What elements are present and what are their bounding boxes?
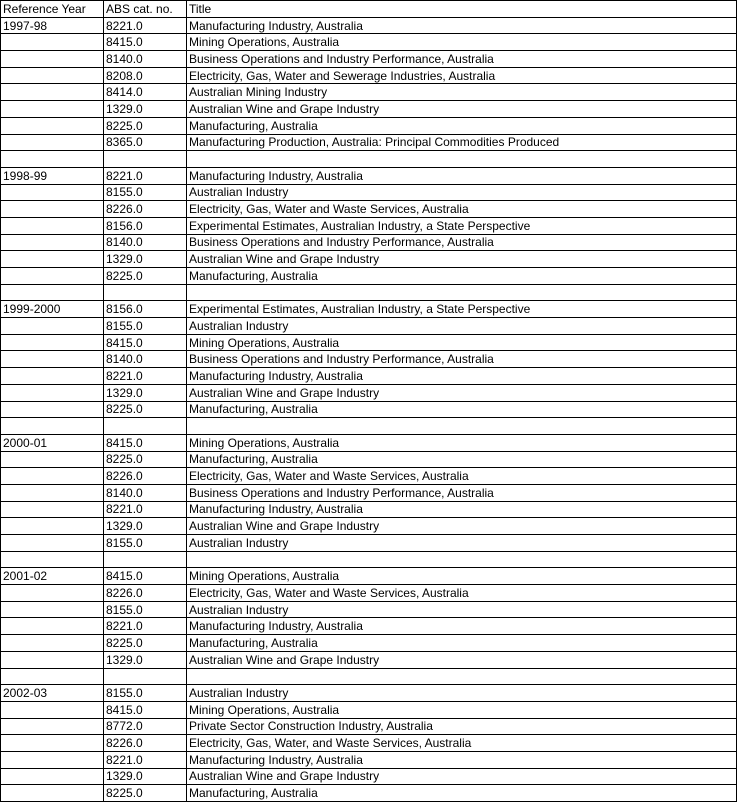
cat-no-cell: 8155.0	[104, 318, 187, 335]
cat-no-cell: 8156.0	[104, 301, 187, 318]
table-row	[1, 535, 737, 552]
table-row	[1, 167, 737, 184]
title-cell: Manufacturing, Australia	[187, 635, 737, 652]
title-cell: Manufacturing Industry, Australia	[187, 17, 737, 34]
cat-no-cell: 8155.0	[104, 184, 187, 201]
table-row	[1, 735, 737, 752]
reference-year-cell: 2001-02	[1, 568, 104, 585]
cat-no-cell: 8221.0	[104, 618, 187, 635]
cat-no-cell: 1329.0	[104, 251, 187, 268]
table-row	[1, 635, 737, 652]
empty-cell	[1, 668, 104, 685]
reference-year-cell	[1, 234, 104, 251]
cat-no-cell: 1329.0	[104, 651, 187, 668]
cat-no-cell: 8225.0	[104, 785, 187, 802]
cat-no-cell: 8415.0	[104, 434, 187, 451]
table-row	[1, 318, 737, 335]
cat-no-cell: 8140.0	[104, 351, 187, 368]
reference-year-cell	[1, 251, 104, 268]
cat-no-cell: 8415.0	[104, 701, 187, 718]
title-cell: Manufacturing Industry, Australia	[187, 501, 737, 518]
title-cell: Manufacturing Industry, Australia	[187, 751, 737, 768]
table-row	[1, 384, 737, 401]
table-row	[1, 368, 737, 385]
table-row	[1, 117, 737, 134]
reference-year-cell	[1, 117, 104, 134]
reference-year-cell: 2002-03	[1, 685, 104, 702]
title-cell: Electricity, Gas, Water and Waste Services, Australia	[187, 201, 737, 218]
table-row	[1, 51, 737, 68]
reference-year-cell	[1, 67, 104, 84]
spacer-row	[1, 284, 737, 301]
title-cell: Business Operations and Industry Performance, Australia	[187, 51, 737, 68]
title-cell: Manufacturing, Australia	[187, 117, 737, 134]
title-cell: Australian Wine and Grape Industry	[187, 518, 737, 535]
table-row	[1, 468, 737, 485]
cat-no-cell: 8226.0	[104, 585, 187, 602]
reference-year-cell: 1997-98	[1, 17, 104, 34]
cat-no-cell: 8155.0	[104, 685, 187, 702]
reference-year-cell	[1, 318, 104, 335]
cat-no-cell: 8221.0	[104, 17, 187, 34]
table-row	[1, 585, 737, 602]
spacer-row	[1, 151, 737, 168]
table-row	[1, 251, 737, 268]
title-cell: Manufacturing, Australia	[187, 451, 737, 468]
reference-year-cell	[1, 101, 104, 118]
cat-no-cell: 8225.0	[104, 117, 187, 134]
reference-year-cell	[1, 785, 104, 802]
title-cell: Australian Wine and Grape Industry	[187, 768, 737, 785]
cat-no-cell: 8140.0	[104, 51, 187, 68]
cat-no-cell: 8415.0	[104, 568, 187, 585]
reference-year-cell	[1, 451, 104, 468]
table-row	[1, 401, 737, 418]
title-cell: Experimental Estimates, Australian Industry, a State Perspective	[187, 217, 737, 234]
reference-year-cell	[1, 134, 104, 151]
header-reference-year: Reference Year	[1, 1, 104, 18]
cat-no-cell: 1329.0	[104, 518, 187, 535]
reference-year-cell	[1, 518, 104, 535]
title-cell: Australian Wine and Grape Industry	[187, 651, 737, 668]
title-cell: Mining Operations, Australia	[187, 334, 737, 351]
cat-no-cell: 8225.0	[104, 451, 187, 468]
reference-year-cell	[1, 268, 104, 285]
reference-year-cell	[1, 384, 104, 401]
empty-cell	[1, 151, 104, 168]
title-cell: Mining Operations, Australia	[187, 701, 737, 718]
table-row	[1, 434, 737, 451]
table-row	[1, 184, 737, 201]
table-row	[1, 618, 737, 635]
header-row	[1, 1, 737, 18]
cat-no-cell: 8226.0	[104, 468, 187, 485]
table-row	[1, 101, 737, 118]
empty-cell	[104, 551, 187, 568]
cat-no-cell: 8225.0	[104, 401, 187, 418]
table-body	[1, 17, 737, 801]
reference-year-cell	[1, 735, 104, 752]
title-cell: Mining Operations, Australia	[187, 34, 737, 51]
spacer-row	[1, 551, 737, 568]
table-row	[1, 268, 737, 285]
empty-cell	[187, 284, 737, 301]
reference-year-cell	[1, 701, 104, 718]
table-row	[1, 34, 737, 51]
table-row	[1, 351, 737, 368]
title-cell: Manufacturing, Australia	[187, 268, 737, 285]
title-cell: Electricity, Gas, Water and Waste Services, Australia	[187, 468, 737, 485]
empty-cell	[104, 151, 187, 168]
reference-year-cell	[1, 201, 104, 218]
table-row	[1, 751, 737, 768]
title-cell: Australian Industry	[187, 184, 737, 201]
reference-year-cell	[1, 501, 104, 518]
table-row	[1, 568, 737, 585]
reference-year-cell	[1, 334, 104, 351]
title-cell: Experimental Estimates, Australian Industry, a State Perspective	[187, 301, 737, 318]
title-cell: Business Operations and Industry Performance, Australia	[187, 351, 737, 368]
empty-cell	[1, 418, 104, 435]
reference-year-cell	[1, 484, 104, 501]
empty-cell	[104, 418, 187, 435]
title-cell: Manufacturing Industry, Australia	[187, 618, 737, 635]
title-cell: Manufacturing, Australia	[187, 785, 737, 802]
table-row	[1, 768, 737, 785]
empty-cell	[104, 668, 187, 685]
table-row	[1, 301, 737, 318]
cat-no-cell: 8221.0	[104, 751, 187, 768]
table-row	[1, 334, 737, 351]
reference-year-cell	[1, 368, 104, 385]
title-cell: Australian Wine and Grape Industry	[187, 251, 737, 268]
title-cell: Mining Operations, Australia	[187, 568, 737, 585]
title-cell: Business Operations and Industry Performance, Australia	[187, 484, 737, 501]
reference-year-cell	[1, 34, 104, 51]
reference-year-cell	[1, 618, 104, 635]
title-cell: Business Operations and Industry Performance, Australia	[187, 234, 737, 251]
empty-cell	[187, 551, 737, 568]
cat-no-cell: 8221.0	[104, 501, 187, 518]
table-row	[1, 84, 737, 101]
title-cell: Manufacturing Industry, Australia	[187, 368, 737, 385]
reference-year-cell	[1, 768, 104, 785]
reference-year-cell	[1, 401, 104, 418]
reference-year-cell	[1, 651, 104, 668]
empty-cell	[1, 551, 104, 568]
reference-year-cell	[1, 51, 104, 68]
title-cell: Mining Operations, Australia	[187, 434, 737, 451]
title-cell: Australian Mining Industry	[187, 84, 737, 101]
reference-year-cell	[1, 351, 104, 368]
cat-no-cell: 8140.0	[104, 484, 187, 501]
cat-no-cell: 1329.0	[104, 384, 187, 401]
reference-year-cell: 1998-99	[1, 167, 104, 184]
reference-year-cell	[1, 184, 104, 201]
empty-cell	[187, 668, 737, 685]
title-cell: Australian Wine and Grape Industry	[187, 384, 737, 401]
table-row	[1, 134, 737, 151]
table-row	[1, 685, 737, 702]
title-cell: Electricity, Gas, Water and Sewerage Industries, Australia	[187, 67, 737, 84]
table-row	[1, 451, 737, 468]
reference-year-cell	[1, 84, 104, 101]
reference-year-cell	[1, 718, 104, 735]
title-cell: Australian Industry	[187, 318, 737, 335]
empty-cell	[187, 418, 737, 435]
title-cell: Australian Industry	[187, 685, 737, 702]
reference-year-cell	[1, 217, 104, 234]
cat-no-cell: 1329.0	[104, 101, 187, 118]
cat-no-cell: 8140.0	[104, 234, 187, 251]
cat-no-cell: 8414.0	[104, 84, 187, 101]
cat-no-cell: 8225.0	[104, 635, 187, 652]
header-abs-cat-no: ABS cat. no.	[104, 1, 187, 18]
table-row	[1, 201, 737, 218]
cat-no-cell: 8155.0	[104, 535, 187, 552]
empty-cell	[104, 284, 187, 301]
table-row	[1, 67, 737, 84]
header-title: Title	[187, 1, 737, 18]
title-cell: Electricity, Gas, Water, and Waste Services, Australia	[187, 735, 737, 752]
reference-year-cell	[1, 585, 104, 602]
spacer-row	[1, 418, 737, 435]
title-cell: Manufacturing, Australia	[187, 401, 737, 418]
cat-no-cell: 8772.0	[104, 718, 187, 735]
cat-no-cell: 8226.0	[104, 201, 187, 218]
title-cell: Australian Industry	[187, 601, 737, 618]
cat-no-cell: 8221.0	[104, 368, 187, 385]
table-row	[1, 518, 737, 535]
cat-no-cell: 8208.0	[104, 67, 187, 84]
table-row	[1, 785, 737, 802]
table-row	[1, 601, 737, 618]
reference-year-cell: 2000-01	[1, 434, 104, 451]
table-row	[1, 701, 737, 718]
table-row	[1, 17, 737, 34]
table-row	[1, 234, 737, 251]
reference-year-cell	[1, 751, 104, 768]
cat-no-cell: 8225.0	[104, 268, 187, 285]
cat-no-cell: 1329.0	[104, 768, 187, 785]
table-row	[1, 651, 737, 668]
cat-no-cell: 8226.0	[104, 735, 187, 752]
title-cell: Australian Wine and Grape Industry	[187, 101, 737, 118]
cat-no-cell: 8415.0	[104, 334, 187, 351]
title-cell: Private Sector Construction Industry, Australia	[187, 718, 737, 735]
cat-no-cell: 8415.0	[104, 34, 187, 51]
cat-no-cell: 8221.0	[104, 167, 187, 184]
reference-year-cell	[1, 601, 104, 618]
table-row	[1, 501, 737, 518]
reference-year-cell	[1, 535, 104, 552]
table-row	[1, 484, 737, 501]
title-cell: Electricity, Gas, Water and Waste Services, Australia	[187, 585, 737, 602]
spacer-row	[1, 668, 737, 685]
reference-year-cell: 1999-2000	[1, 301, 104, 318]
title-cell: Manufacturing Industry, Australia	[187, 167, 737, 184]
cat-no-cell: 8155.0	[104, 601, 187, 618]
reference-year-cell	[1, 468, 104, 485]
table-row	[1, 718, 737, 735]
empty-cell	[1, 284, 104, 301]
title-cell: Manufacturing Production, Australia: Principal Commodities Produced	[187, 134, 737, 151]
cat-no-cell: 8365.0	[104, 134, 187, 151]
empty-cell	[187, 151, 737, 168]
reference-year-cell	[1, 635, 104, 652]
table-row	[1, 217, 737, 234]
cat-no-cell: 8156.0	[104, 217, 187, 234]
title-cell: Australian Industry	[187, 535, 737, 552]
